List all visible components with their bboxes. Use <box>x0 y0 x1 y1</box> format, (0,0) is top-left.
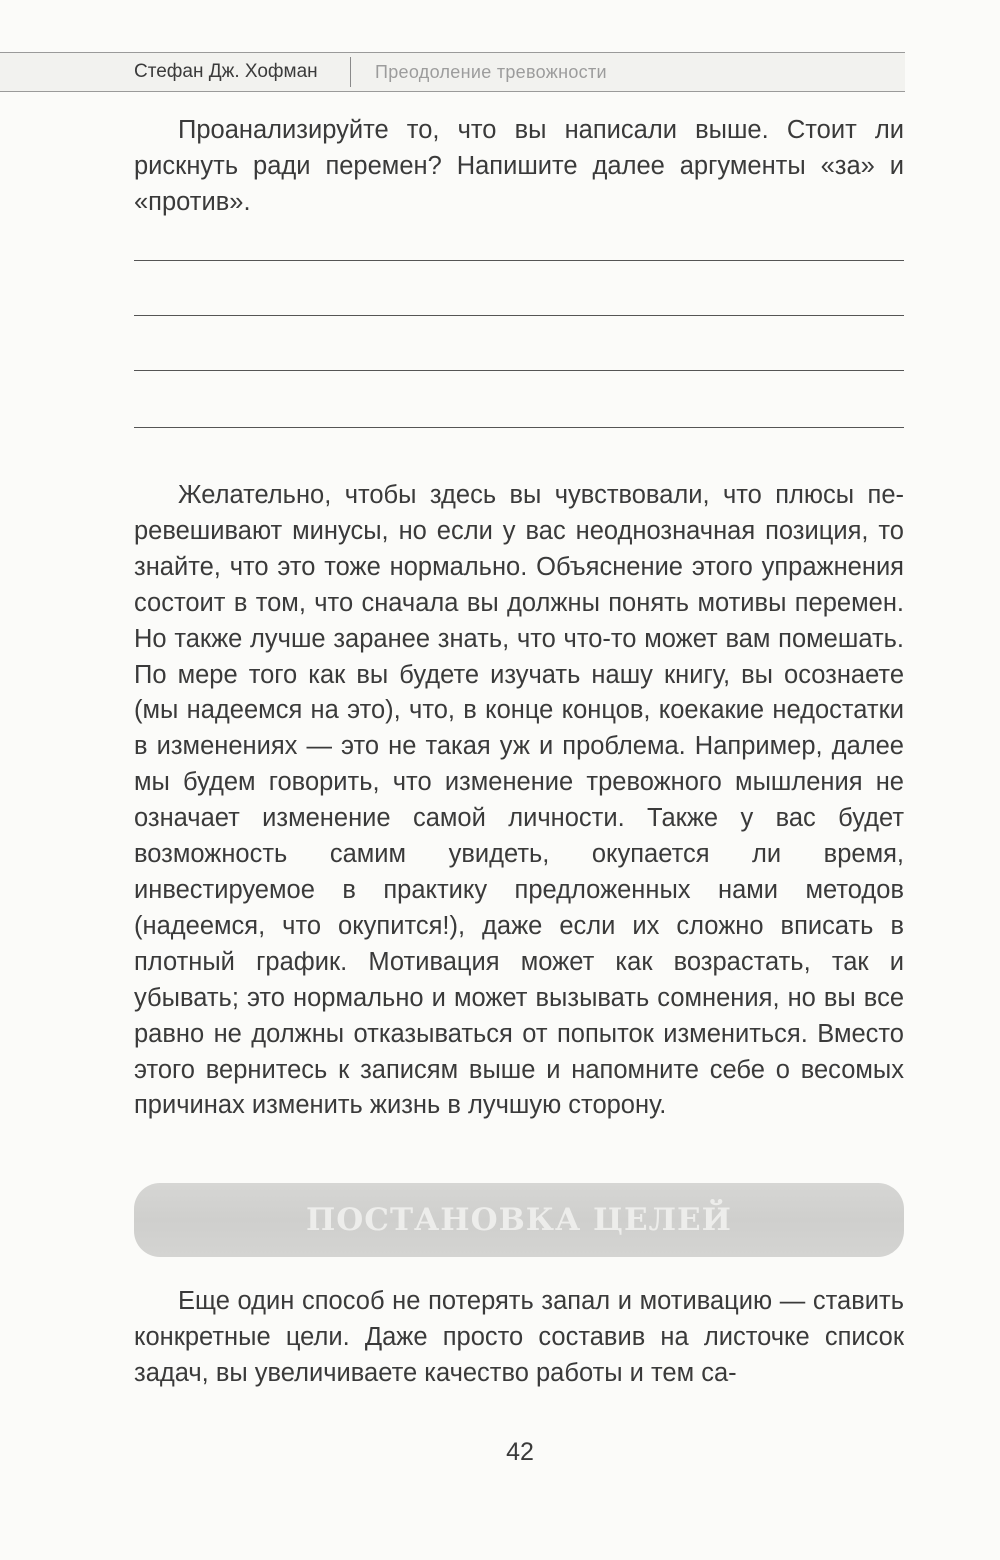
section-heading-bar <box>134 1183 904 1257</box>
page-number: 42 <box>506 1438 534 1466</box>
paragraph-goals <box>134 1284 904 1392</box>
header-author: Стефан Дж. Хофман <box>134 61 318 82</box>
paragraph-text: Проанализируйте то, что вы написали выше. Стоит ли рискнуть ради перемен? Напишите далее аргументы «за» и «против». <box>134 116 904 216</box>
running-header <box>0 52 905 92</box>
writing-line[interactable] <box>134 370 904 371</box>
paragraph-text: Еще один способ не потерять запал и мотивацию — ставить конкретные цели. Даже просто составив на листочке список задач, вы увеличиваете качество работы и тем са- <box>134 1287 904 1387</box>
section-heading: ПОСТАНОВКА ЦЕЛЕЙ <box>306 1202 732 1238</box>
writing-line[interactable] <box>134 315 904 316</box>
paragraph-explanation <box>134 478 904 1124</box>
paragraph-instruction <box>134 113 904 221</box>
header-book-title: Преодоление тревожности <box>375 62 607 82</box>
writing-line[interactable] <box>134 260 904 261</box>
paragraph-text: Желательно, чтобы здесь вы чувствовали, что плюсы перевешивают минусы, но если у вас неоднозначная позиция, то знайте, что это тоже нормально. Объяснение этого упражнения состоит в том, что сначала вы должны понять мотивы перемен. Но также лучше заранее знать, что что-то может вам помешать. По мере того как вы будете изучать нашу книгу, вы осознаете (мы надеемся на это), что, в конце концов, коекакие недостатки в изменениях — это не такая уж и проблема. Например, далее мы будем говорить, что изменение тревожного мышления не означает изменение самой личности. Также у вас будет возможность самим увидеть, окупается ли время, инвестируемое в практику предложенных нами методов (надеемся, что окупится!), даже если их сложно вписать в плотный график. Мотивация может как возрастать, так и убывать; это нормально и может вызывать сомнения, но вы все равно не должны отказываться от попыток измениться. Вместо этого вернитесь к записям выше и напомните себе о весомых причинах изменить жизнь в лучшую сторону. <box>134 481 904 1120</box>
writing-line[interactable] <box>134 427 904 428</box>
header-divider <box>350 57 351 87</box>
